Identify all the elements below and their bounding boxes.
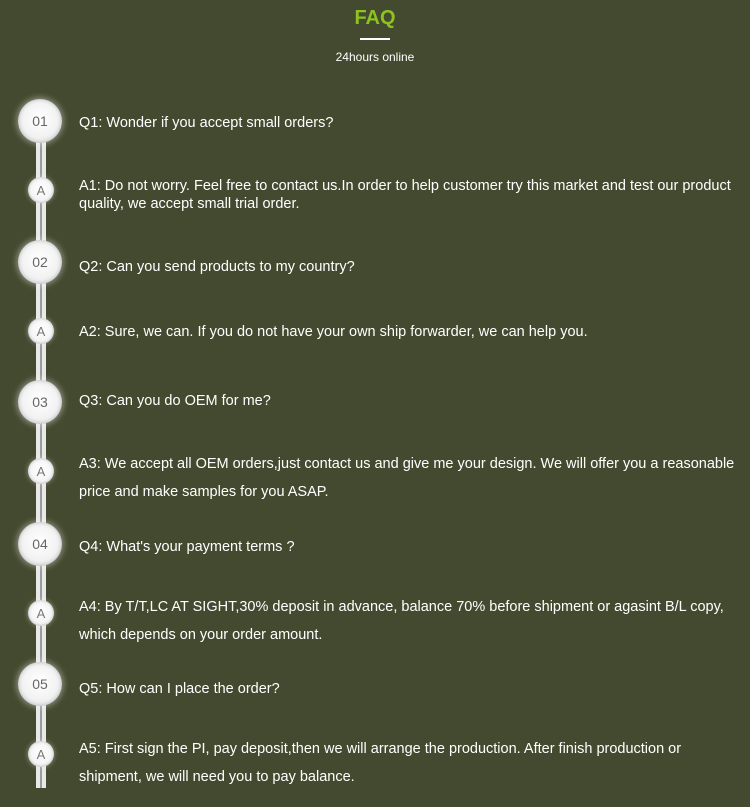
answer-1-text: A1: Do not worry. Feel free to contact us.In order to help customer try this market and test our product quality, we accept small trial order. [79, 178, 731, 212]
question-number-badge-01: 01 [18, 99, 62, 143]
answer-4-text: A4: By T/T,LC AT SIGHT,30% deposit in advance, balance 70% before shipment or agasint B/L copy, which depends on your order amount. [79, 599, 724, 643]
answer-marker-4: A [28, 600, 54, 626]
title-underline [360, 38, 390, 40]
question-5-text: Q5: How can I place the order? [79, 681, 280, 697]
answer-marker-1: A [28, 177, 54, 203]
page-subtitle: 24hours online [335, 50, 415, 64]
question-4-text: Q4: What's your payment terms ? [79, 539, 295, 555]
answer-2-text: A2: Sure, we can. If you do not have your own ship forwarder, we can help you. [79, 324, 588, 340]
question-number-badge-04: 04 [18, 522, 62, 566]
question-1-text: Q1: Wonder if you accept small orders? [79, 115, 334, 131]
answer-marker-3: A [28, 458, 54, 484]
answer-3-text: A3: We accept all OEM orders,just contact us and give me your design. We will offer you a reasonable price and make samples for you ASAP. [79, 456, 735, 500]
question-number-badge-02: 02 [18, 240, 62, 284]
answer-5-text: A5: First sign the PI, pay deposit,then we will arrange the production. After finish production or shipment, we will need you to pay balance. [79, 741, 682, 785]
answer-marker-2: A [28, 318, 54, 344]
faq-header [0, 0, 750, 80]
question-number-badge-03: 03 [18, 380, 62, 424]
answer-marker-5: A [28, 741, 54, 767]
question-2-text: Q2: Can you send products to my country? [79, 259, 355, 275]
page-title: FAQ [354, 7, 396, 29]
question-number-badge-05: 05 [18, 662, 62, 706]
question-3-text: Q3: Can you do OEM for me? [79, 393, 271, 409]
